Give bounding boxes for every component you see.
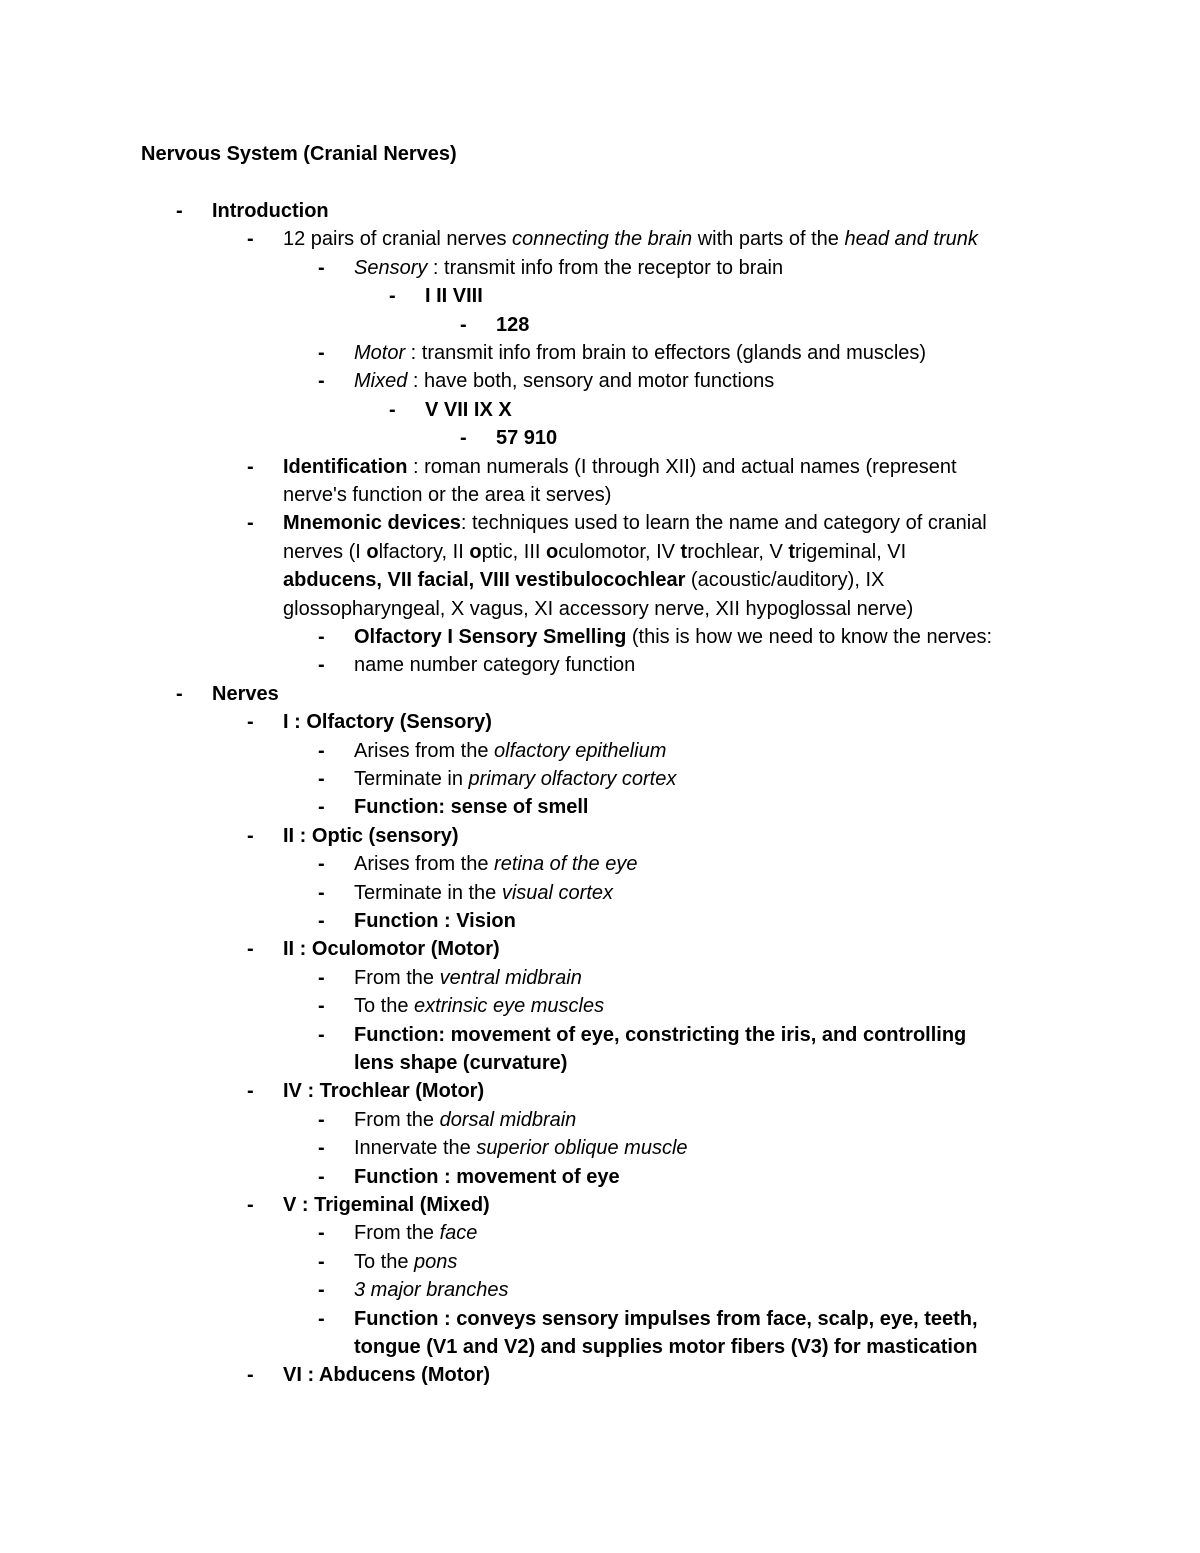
- text-run: V VII IX X: [425, 398, 512, 421]
- outline-text: [283, 1361, 490, 1389]
- text-run: Innervate the: [354, 1137, 477, 1160]
- outline-text: [283, 1191, 490, 1219]
- outline-text: [283, 453, 957, 481]
- text-run: 12 pairs of cranial nerves: [283, 228, 513, 251]
- text-run: nerves (I: [283, 540, 367, 563]
- text-run: : roman numerals (I through XII) and actual names (represent: [407, 455, 957, 478]
- text-run: with parts of the: [692, 228, 845, 251]
- text-run: (acoustic/auditory), IX: [685, 569, 885, 592]
- text-run: : techniques used to learn the name and category of cranial: [460, 512, 987, 535]
- outline-text: [354, 765, 676, 793]
- text-run: ptic, III: [481, 540, 547, 563]
- text-run: Function : conveys sensory impulses from face, scalp, eye, teeth,: [354, 1307, 978, 1330]
- text-run: Terminate in the: [354, 881, 502, 904]
- outline-text: [425, 396, 512, 424]
- text-run: name number category function: [354, 654, 636, 677]
- outline-text: [354, 793, 588, 821]
- outline-text: [354, 339, 926, 367]
- text-run: From the: [354, 1222, 440, 1245]
- bullet-dash: -: [460, 427, 467, 450]
- document-title: Nervous System (Cranial Nerves): [141, 143, 457, 165]
- outline-text: [283, 822, 459, 850]
- bullet-dash: -: [247, 1364, 254, 1387]
- text-run: visual cortex: [501, 881, 614, 904]
- bullet-dash: -: [318, 1108, 325, 1131]
- outline-text: [354, 1134, 688, 1162]
- bullet-dash: -: [318, 654, 325, 677]
- bullet-dash: -: [318, 1222, 325, 1245]
- outline-text: [354, 879, 613, 907]
- text-run: nerve's function or the area it serves): [283, 484, 612, 506]
- bullet-dash: -: [318, 626, 325, 648]
- outline-text: [354, 254, 783, 282]
- text-run: Terminate in: [354, 768, 469, 790]
- text-run: Identification: [283, 455, 408, 478]
- outline-text: [354, 1333, 977, 1361]
- bullet-dash: -: [247, 455, 254, 478]
- bullet-dash: -: [318, 1165, 325, 1188]
- outline-text: [212, 680, 279, 708]
- bullet-dash: -: [318, 1023, 325, 1046]
- text-run: lfactory, II: [378, 540, 470, 563]
- bullet-dash: -: [318, 342, 325, 364]
- outline-text: [496, 424, 557, 452]
- outline-text: [354, 1219, 477, 1247]
- text-run: Arises from the: [354, 739, 495, 762]
- outline-text: [354, 992, 604, 1020]
- outline-text: [496, 311, 529, 339]
- text-run: culomotor, IV: [558, 540, 681, 563]
- outline-text: [354, 623, 992, 651]
- text-run: primary olfactory cortex: [468, 768, 677, 790]
- text-run: Motor: [354, 342, 406, 364]
- text-run: t: [680, 540, 688, 563]
- outline-text: [354, 850, 637, 878]
- text-run: Function : Vision: [354, 910, 516, 932]
- bullet-dash: -: [247, 1080, 254, 1103]
- outline-text: [354, 1049, 567, 1077]
- text-run: I : Olfactory (Sensory): [283, 711, 492, 734]
- outline-text: [283, 708, 492, 736]
- text-run: glossopharyngeal, X vagus, XI accessory nerve, XII hypoglossal nerve): [283, 597, 914, 620]
- outline-text: [354, 1021, 966, 1049]
- text-run: Mixed: [354, 370, 408, 393]
- outline-text: [354, 1163, 620, 1191]
- text-run: extrinsic eye muscles: [414, 995, 605, 1018]
- bullet-dash: -: [460, 313, 467, 336]
- text-run: o: [469, 540, 482, 563]
- outline-text: [354, 367, 774, 395]
- text-run: To the: [354, 995, 415, 1018]
- text-run: t: [788, 540, 796, 563]
- outline-text: [283, 566, 884, 594]
- text-run: : transmit info from brain to effectors (glands and muscles): [405, 342, 927, 364]
- bullet-dash: -: [318, 966, 325, 989]
- text-run: Nerves: [212, 682, 279, 705]
- outline-text: [354, 907, 516, 935]
- bullet-dash: -: [247, 711, 254, 734]
- text-run: connecting the brain: [512, 228, 693, 251]
- bullet-dash: -: [389, 285, 396, 308]
- outline-text: [354, 1305, 978, 1333]
- text-run: To the: [354, 1250, 415, 1273]
- outline-text: [354, 1276, 509, 1304]
- text-run: Olfactory I Sensory Smelling: [354, 626, 627, 648]
- bullet-dash: -: [176, 682, 183, 705]
- bullet-dash: -: [318, 1137, 325, 1160]
- bullet-dash: -: [318, 370, 325, 393]
- outline-text: [354, 1106, 576, 1134]
- text-run: IV : Trochlear (Motor): [283, 1080, 485, 1103]
- text-run: ventral midbrain: [439, 966, 582, 989]
- bullet-dash: -: [318, 1307, 325, 1330]
- text-run: Function: movement of eye, constricting the iris, and controlling: [354, 1023, 967, 1046]
- bullet-dash: -: [318, 796, 325, 819]
- bullet-dash: -: [247, 1194, 254, 1216]
- text-run: lens shape (curvature): [354, 1052, 568, 1074]
- text-run: V : Trigeminal (Mixed): [283, 1194, 490, 1216]
- bullet-dash: -: [318, 910, 325, 932]
- text-run: Introduction: [212, 200, 329, 222]
- text-run: VI : Abducens (Motor): [283, 1364, 491, 1387]
- outline-text: [354, 964, 582, 992]
- text-run: (this is how we need to know the nerves:: [626, 626, 993, 648]
- bullet-dash: -: [176, 200, 183, 222]
- text-run: pons: [414, 1250, 458, 1273]
- text-run: Mnemonic devices: [283, 512, 461, 535]
- outline-text: [354, 737, 666, 765]
- bullet-dash: -: [318, 995, 325, 1018]
- text-run: II : Optic (sensory): [283, 824, 459, 847]
- text-run: o: [366, 540, 379, 563]
- outline-text: [212, 197, 329, 225]
- bullet-dash: -: [247, 824, 254, 847]
- text-run: Function: sense of smell: [354, 796, 589, 819]
- bullet-dash: -: [318, 1279, 325, 1302]
- text-run: Sensory: [354, 256, 428, 279]
- bullet-dash: -: [247, 512, 254, 535]
- text-run: o: [546, 540, 559, 563]
- outline-text: [354, 651, 635, 679]
- text-run: 128: [496, 313, 530, 336]
- outline-text: [283, 538, 906, 566]
- text-run: rigeminal, VI: [795, 540, 907, 563]
- bullet-dash: -: [318, 256, 325, 279]
- outline-text: [425, 282, 483, 310]
- text-run: Arises from the: [354, 853, 495, 876]
- text-run: tongue (V1 and V2) and supplies motor fibers (V3) for mastication: [354, 1336, 978, 1358]
- outline-text: [283, 481, 611, 509]
- bullet-dash: -: [318, 1250, 325, 1273]
- bullet-dash: -: [247, 938, 254, 961]
- text-run: II : Oculomotor (Motor): [283, 938, 500, 961]
- text-run: dorsal midbrain: [439, 1108, 577, 1131]
- text-run: I II VIII: [425, 285, 483, 308]
- text-run: : transmit info from the receptor to brain: [427, 256, 784, 279]
- outline-text: [283, 1077, 484, 1105]
- bullet-dash: -: [318, 739, 325, 762]
- text-run: 3 major branches: [354, 1279, 509, 1302]
- text-run: abducens, VII facial, VIII vestibulocochlear: [283, 569, 686, 592]
- bullet-dash: -: [389, 398, 396, 421]
- outline-text: [283, 595, 913, 623]
- text-run: From the: [354, 1108, 440, 1131]
- outline-text: [283, 509, 987, 537]
- bullet-dash: -: [318, 768, 325, 790]
- bullet-dash: -: [318, 853, 325, 876]
- text-run: superior oblique muscle: [476, 1137, 688, 1160]
- bullet-dash: -: [247, 228, 254, 251]
- text-run: 57 910: [496, 427, 558, 450]
- text-run: rochlear, V: [687, 540, 789, 563]
- text-run: head and trunk: [844, 228, 978, 251]
- outline-text: [283, 935, 500, 963]
- text-run: face: [439, 1222, 478, 1245]
- bullet-dash: -: [318, 881, 325, 904]
- text-run: From the: [354, 966, 440, 989]
- outline-text: [354, 1248, 457, 1276]
- text-run: retina of the eye: [494, 853, 638, 876]
- text-run: olfactory epithelium: [494, 739, 667, 762]
- outline-text: [283, 225, 978, 253]
- text-run: Function : movement of eye: [354, 1165, 620, 1188]
- text-run: : have both, sensory and motor functions: [407, 370, 775, 393]
